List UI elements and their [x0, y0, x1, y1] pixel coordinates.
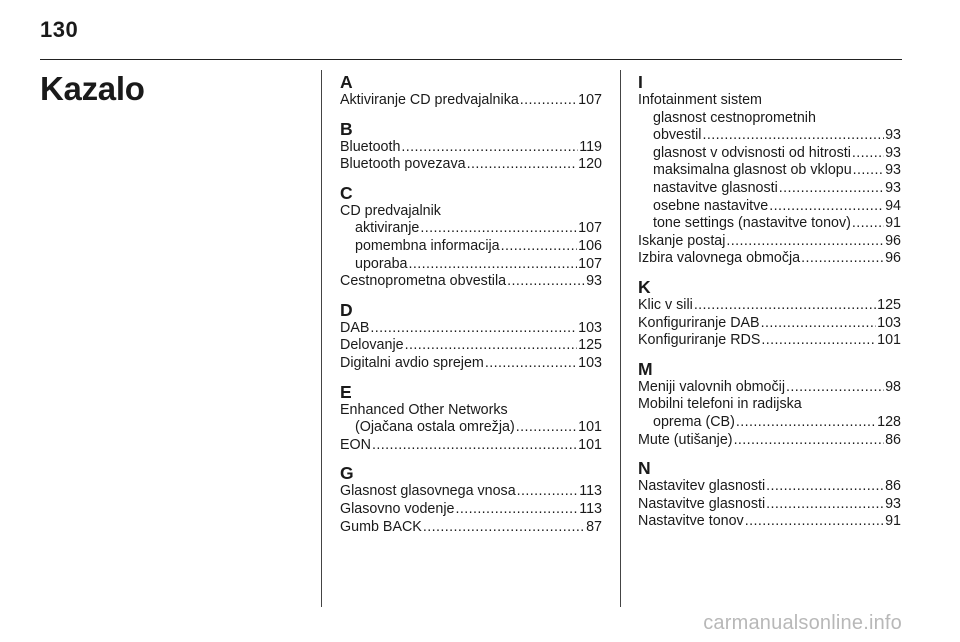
- index-letter: M: [638, 358, 653, 379]
- entry-text: Konfiguriranje DAB: [638, 314, 760, 331]
- index-group-g: [340, 464, 602, 536]
- dot-leader: [423, 519, 585, 537]
- index-entry[interactable]: [340, 139, 602, 157]
- index-letter: A: [340, 72, 353, 92]
- entry-text: Cestnoprometna obvestila: [340, 273, 507, 290]
- index-entry[interactable]: [340, 320, 602, 338]
- index-letter: I: [638, 72, 643, 92]
- dot-leader: [517, 483, 579, 501]
- dot-leader: [501, 238, 578, 256]
- entry-page-number: 103: [877, 314, 901, 331]
- dot-leader: [736, 414, 876, 432]
- dot-leader: [761, 315, 877, 333]
- dot-leader: [852, 145, 884, 163]
- index-entry[interactable]: [340, 501, 602, 519]
- index-entry[interactable]: [340, 203, 602, 221]
- entry-text: Nastavitve glasnosti: [638, 495, 766, 512]
- dot-leader: [405, 337, 578, 355]
- entry-page-number: 106: [578, 237, 602, 254]
- dot-leader: [726, 233, 884, 251]
- entry-page-number: 113: [579, 500, 602, 517]
- entry-text: Nastavitve tonov: [638, 513, 744, 530]
- index-group-a: [340, 73, 602, 110]
- column-divider-left: [321, 70, 322, 607]
- dot-leader: [694, 297, 876, 315]
- index-group-b: [340, 120, 602, 174]
- index-group-m: [638, 360, 901, 449]
- index-entry[interactable]: [340, 337, 602, 355]
- entry-text: CD predvajalnik: [340, 202, 441, 219]
- entry-page-number: 125: [578, 337, 602, 354]
- index-subentry[interactable]: [638, 414, 901, 432]
- entry-text: nastavitve glasnosti: [653, 179, 778, 196]
- entry-text: glasnost cestnoprometnih: [653, 109, 816, 126]
- index-subentry[interactable]: [638, 198, 901, 216]
- index-entry[interactable]: [340, 156, 602, 174]
- index-entry[interactable]: [638, 478, 901, 496]
- entry-page-number: 96: [885, 232, 901, 249]
- index-entry[interactable]: [340, 483, 602, 501]
- dot-leader: [485, 355, 577, 373]
- index-group-c: [340, 184, 602, 291]
- dot-leader: [786, 379, 884, 397]
- entry-page-number: 93: [885, 162, 901, 179]
- index-group-n: [638, 459, 901, 531]
- entry-text: glasnost v odvisnosti od hitrosti: [653, 144, 851, 161]
- index-subentry[interactable]: [340, 419, 602, 437]
- dot-leader: [801, 250, 884, 268]
- dot-leader: [779, 180, 884, 198]
- entry-text: Glasnost glasovnega vnosa: [340, 483, 516, 500]
- dot-leader: [516, 419, 577, 437]
- index-letter: C: [340, 182, 353, 203]
- entry-text: Bluetooth povezava: [340, 156, 466, 173]
- entry-text: Digitalni avdio sprejem: [340, 354, 484, 371]
- index-entry[interactable]: [340, 273, 602, 291]
- index-subentry[interactable]: [638, 180, 901, 198]
- dot-leader: [467, 156, 578, 174]
- index-entry[interactable]: [340, 519, 602, 537]
- index-entry[interactable]: [638, 297, 901, 315]
- dot-leader: [372, 437, 577, 455]
- entry-text: obvestil: [653, 127, 702, 144]
- index-entry[interactable]: [638, 396, 901, 414]
- dot-leader: [766, 478, 884, 496]
- dot-leader: [401, 139, 578, 157]
- entry-page-number: 93: [885, 179, 901, 196]
- entry-text: Meniji valovnih območij: [638, 378, 786, 395]
- dot-leader: [507, 273, 585, 291]
- entry-text: EON: [340, 436, 371, 453]
- entry-page-number: 107: [578, 220, 602, 237]
- entry-page-number: 101: [578, 436, 602, 453]
- entry-text: Mute (utišanje): [638, 431, 733, 448]
- entry-page-number: 107: [578, 92, 602, 108]
- index-subentry[interactable]: [638, 127, 901, 145]
- entry-text: Iskanje postaj: [638, 232, 726, 249]
- dot-leader: [853, 162, 884, 180]
- entry-text: Mobilni telefoni in radijska: [638, 396, 802, 413]
- index-entry[interactable]: [340, 437, 602, 455]
- index-entry[interactable]: [340, 355, 602, 373]
- entry-page-number: 93: [885, 127, 901, 144]
- index-entry[interactable]: [638, 379, 901, 397]
- entry-page-number: 120: [578, 156, 602, 173]
- entry-page-number: 94: [885, 197, 901, 214]
- entry-page-number: 101: [877, 332, 901, 349]
- dot-leader: [420, 220, 577, 238]
- entry-page-number: 107: [578, 255, 602, 272]
- entry-text: Infotainment sistem: [638, 92, 762, 108]
- dot-leader: [408, 256, 577, 274]
- entry-text: Konfiguriranje RDS: [638, 332, 761, 349]
- index-entry[interactable]: [638, 233, 901, 251]
- index-entry[interactable]: [638, 332, 901, 350]
- entry-text: pomembna informacija: [355, 237, 500, 254]
- index-subentry[interactable]: [638, 162, 901, 180]
- index-subentry[interactable]: [638, 110, 901, 128]
- dot-leader: [769, 198, 884, 216]
- entry-page-number: 119: [579, 138, 602, 155]
- index-entry[interactable]: [638, 432, 901, 450]
- dot-leader: [370, 320, 577, 338]
- index-entry[interactable]: [340, 92, 602, 110]
- index-entry[interactable]: [638, 92, 901, 110]
- dot-leader: [761, 332, 876, 350]
- index-subentry[interactable]: [340, 256, 602, 274]
- entry-page-number: 128: [877, 413, 901, 430]
- dot-leader: [745, 513, 884, 531]
- index-entry[interactable]: [638, 496, 901, 514]
- dot-leader: [455, 501, 578, 519]
- entry-text: Nastavitev glasnosti: [638, 478, 766, 495]
- entry-text: oprema (CB): [653, 413, 735, 430]
- column-divider-right: [620, 70, 621, 607]
- dot-leader: [766, 496, 884, 514]
- entry-page-number: 91: [885, 513, 901, 530]
- entry-page-number: 98: [885, 378, 901, 395]
- entry-text: DAB: [340, 319, 370, 336]
- index-letter: B: [340, 118, 353, 139]
- entry-text: uporaba: [355, 255, 408, 272]
- index-subentry[interactable]: [340, 238, 602, 256]
- entry-page-number: 87: [586, 518, 602, 535]
- index-group-i: [638, 73, 901, 268]
- index-title: Kazalo: [40, 70, 145, 107]
- entry-text: Enhanced Other Networks: [340, 401, 508, 418]
- entry-page-number: 91: [885, 215, 901, 232]
- entry-text: tone settings (nastavitve tonov): [653, 215, 851, 232]
- entry-text: Glasovno vodenje: [340, 500, 455, 517]
- dot-leader: [520, 92, 577, 110]
- entry-page-number: 113: [579, 483, 602, 500]
- index-subentry[interactable]: [340, 220, 602, 238]
- page-number: 130: [40, 17, 79, 42]
- dot-leader: [702, 127, 884, 145]
- index-subentry[interactable]: [638, 145, 901, 163]
- index-entry[interactable]: [638, 250, 901, 268]
- index-column-2: [638, 73, 901, 541]
- entry-text: (Ojačana ostala omrežja): [355, 419, 515, 436]
- entry-text: Aktiviranje CD predvajalnika: [340, 92, 519, 108]
- index-letter: G: [340, 463, 354, 484]
- entry-text: Gumb BACK: [340, 518, 422, 535]
- index-group-e: [340, 383, 602, 455]
- index-entry[interactable]: [340, 402, 602, 420]
- entry-page-number: 96: [885, 250, 901, 267]
- entry-page-number: 103: [578, 319, 602, 336]
- entry-page-number: 93: [586, 273, 602, 290]
- index-letter: N: [638, 458, 651, 479]
- entry-page-number: 125: [877, 296, 901, 313]
- index-group-k: [638, 278, 901, 350]
- index-letter: K: [638, 276, 651, 297]
- index-entry[interactable]: [638, 315, 901, 333]
- entry-text: Bluetooth: [340, 138, 401, 155]
- entry-page-number: 101: [578, 419, 602, 436]
- index-group-d: [340, 301, 602, 373]
- index-subentry[interactable]: [638, 215, 901, 233]
- dot-leader: [734, 432, 885, 450]
- entry-text: Izbira valovnega območja: [638, 250, 801, 267]
- entry-text: Klic v sili: [638, 296, 693, 313]
- entry-page-number: 93: [885, 144, 901, 161]
- header-rule: [40, 59, 902, 60]
- entry-page-number: 86: [885, 478, 901, 495]
- index-letter: E: [340, 381, 352, 402]
- entry-text: maksimalna glasnost ob vklopu: [653, 162, 852, 179]
- entry-text: aktiviranje: [355, 220, 420, 237]
- entry-page-number: 103: [578, 354, 602, 371]
- entry-text: osebne nastavitve: [653, 197, 769, 214]
- index-column-1: [340, 73, 602, 546]
- index-entry[interactable]: [638, 513, 901, 531]
- entry-page-number: 93: [885, 495, 901, 512]
- entry-page-number: 86: [885, 431, 901, 448]
- entry-text: Delovanje: [340, 337, 404, 354]
- index-letter: D: [340, 299, 353, 320]
- watermark: carmanualsonline.info: [703, 612, 902, 634]
- dot-leader: [852, 215, 884, 233]
